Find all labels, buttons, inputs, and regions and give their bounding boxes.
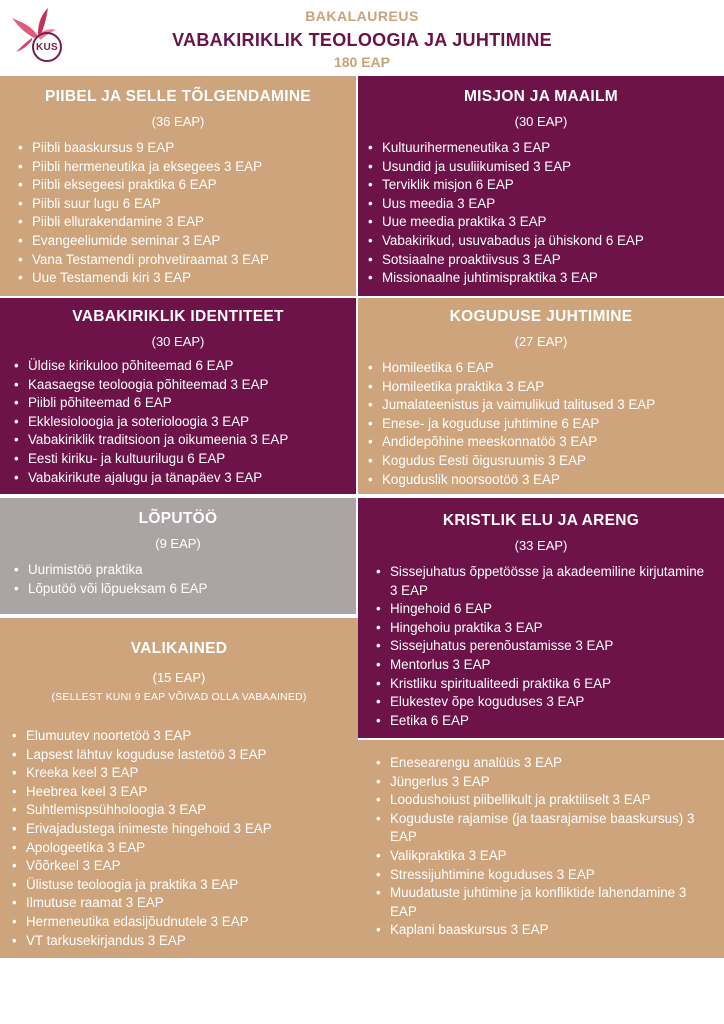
course-item: • Piibli suur lugu 6 EAP <box>18 195 356 214</box>
program-title: VABAKIRIKLIK TEOLOOGIA JA JUHTIMINE <box>172 30 552 50</box>
course-item: • Sissejuhatus õppetöösse ja akadeemiline kirjutamine 3 EAP <box>376 563 710 600</box>
course-item: • Kaasaegse teoloogia põhiteemad 3 EAP <box>14 376 356 395</box>
course-item: • Kaplani baaskursus 3 EAP <box>376 921 710 940</box>
course-item: • Stressijuhtimine koguduses 3 EAP <box>376 866 710 885</box>
course-list <box>376 754 710 940</box>
course-list <box>14 561 356 598</box>
degree-level: BAKALAUREUS <box>305 8 419 24</box>
block-title: VALIKAINED <box>130 640 228 657</box>
course-item: • Üldise kirikuloo põhiteemad 6 EAP <box>14 357 356 376</box>
course-item: • Kogudus Eesti õigusruumis 3 EAP <box>368 452 724 471</box>
course-list <box>368 139 724 288</box>
course-item: • Vana Testamendi prohvetiraamat 3 EAP <box>18 251 356 270</box>
course-item: • Vabakiriklik traditsioon ja oikumeenia 3 EAP <box>14 431 356 450</box>
course-item: • Usundid ja usuliikumised 3 EAP <box>368 158 724 177</box>
course-item: • Koguduslik noorsootöö 3 EAP <box>368 471 724 490</box>
block-credits: (27 EAP) <box>514 334 568 349</box>
block-valikained <box>0 618 358 958</box>
logo-text: KUS <box>32 32 62 62</box>
course-item: • Uus meedia 3 EAP <box>368 195 724 214</box>
course-item: • Ilmutuse raamat 3 EAP <box>12 894 358 913</box>
block-credits: (33 EAP) <box>514 538 568 553</box>
block-credits: (36 EAP) <box>151 114 205 129</box>
course-item: • Piibli hermeneutika ja eksegees 3 EAP <box>18 158 356 177</box>
course-item: • Andidepõhine meeskonnatöö 3 EAP <box>368 433 724 452</box>
course-item: • Jumalateenistus ja vaimulikud talitused 3 EAP <box>368 396 724 415</box>
block-title: MISJON JA MAAILM <box>463 88 619 105</box>
course-item: • Ekklesioloogia ja soterioloogia 3 EAP <box>14 413 356 432</box>
block-title: KOGUDUSE JUHTIMINE <box>449 308 633 325</box>
course-item: • Hingehoid 6 EAP <box>376 600 710 619</box>
course-item: • Piibli baaskursus 9 EAP <box>18 139 356 158</box>
course-item: • Piibli ellurakendamine 3 EAP <box>18 213 356 232</box>
course-item: • Vabakirikute ajalugu ja tänapäev 3 EAP <box>14 469 356 488</box>
course-item: • Piibli põhiteemad 6 EAP <box>14 394 356 413</box>
course-item: • Apologeetika 3 EAP <box>12 839 358 858</box>
course-item: • Homileetika praktika 3 EAP <box>368 378 724 397</box>
course-list <box>368 359 724 489</box>
block-note: (SELLEST KUNI 9 EAP VÕIVAD OLLA VABAAINED) <box>51 691 307 703</box>
course-item: • Uurimistöö praktika <box>14 561 356 580</box>
course-item: • Eetika 6 EAP <box>376 712 710 731</box>
block-title: LÕPUTÖÖ <box>138 510 218 527</box>
block-credits: (30 EAP) <box>151 334 205 349</box>
course-item: • Enesearengu analüüs 3 EAP <box>376 754 710 773</box>
course-list <box>376 563 710 730</box>
course-item: • Enese- ja koguduse juhtimine 6 EAP <box>368 415 724 434</box>
course-item: • Elumuutev noortetöö 3 EAP <box>12 727 358 746</box>
course-item: • Kreeka keel 3 EAP <box>12 764 358 783</box>
course-item: • Valikpraktika 3 EAP <box>376 847 710 866</box>
block-credits: (30 EAP) <box>514 114 568 129</box>
course-item: • Erivajadustega inimeste hingehoid 3 EAP <box>12 820 358 839</box>
course-item: • Kristliku spiritualiteedi praktika 6 EAP <box>376 675 710 694</box>
course-item: • Loodushoiust piibellikult ja praktiliselt 3 EAP <box>376 791 710 810</box>
block-piibel <box>0 76 356 296</box>
course-item: • Uue Testamendi kiri 3 EAP <box>18 269 356 288</box>
block-identiteet <box>0 298 356 494</box>
course-item: • Vabakirikud, usuvabadus ja ühiskond 6 EAP <box>368 232 724 251</box>
block-title: PIIBEL JA SELLE TÕLGENDAMINE <box>45 88 311 105</box>
course-item: • Hingehoiu praktika 3 EAP <box>376 619 710 638</box>
course-list <box>14 357 356 487</box>
course-item: • VT tarkusekirjandus 3 EAP <box>12 932 358 951</box>
block-kogudus <box>358 298 724 494</box>
block-misjon <box>358 76 724 296</box>
course-item: • Terviklik misjon 6 EAP <box>368 176 724 195</box>
course-item: • Lõputöö või lõpueksam 6 EAP <box>14 580 356 599</box>
course-list <box>18 139 356 288</box>
course-item: • Missionaalne juhtimispraktika 3 EAP <box>368 269 724 288</box>
block-title: VABAKIRIKLIK IDENTITEET <box>72 308 284 325</box>
header <box>0 0 724 74</box>
course-item: • Lapsest lähtuv koguduse lastetöö 3 EAP <box>12 746 358 765</box>
course-item: • Kultuurihermeneutika 3 EAP <box>368 139 724 158</box>
block-credits: (9 EAP) <box>155 536 201 551</box>
block-kristlik <box>358 498 724 738</box>
course-item: • Heebrea keel 3 EAP <box>12 783 358 802</box>
course-item: • Eesti kiriku- ja kultuurilugu 6 EAP <box>14 450 356 469</box>
course-item: • Elukestev õpe koguduses 3 EAP <box>376 693 710 712</box>
course-item: • Suhtlemispsühholoogia 3 EAP <box>12 801 358 820</box>
block-valikained-right <box>358 740 724 958</box>
course-item: • Sotsiaalne proaktiivsus 3 EAP <box>368 251 724 270</box>
block-title: KRISTLIK ELU JA ARENG <box>442 512 640 529</box>
program-credits: 180 EAP <box>333 54 391 70</box>
course-item: • Evangeeliumide seminar 3 EAP <box>18 232 356 251</box>
course-item: • Homileetika 6 EAP <box>368 359 724 378</box>
course-item: • Ülistuse teoloogia ja praktika 3 EAP <box>12 876 358 895</box>
course-list <box>12 727 358 950</box>
block-credits: (15 EAP) <box>152 670 206 685</box>
course-item: • Mentorlus 3 EAP <box>376 656 710 675</box>
course-item: • Võõrkeel 3 EAP <box>12 857 358 876</box>
course-item: • Hermeneutika edasijõudnutele 3 EAP <box>12 913 358 932</box>
course-item: • Uue meedia praktika 3 EAP <box>368 213 724 232</box>
course-item: • Jüngerlus 3 EAP <box>376 773 710 792</box>
course-item: • Piibli eksegeesi praktika 6 EAP <box>18 176 356 195</box>
course-item: • Muudatuste juhtimine ja konfliktide lahendamine 3 EAP <box>376 884 710 921</box>
course-item: • Sissejuhatus perenõustamisse 3 EAP <box>376 637 710 656</box>
block-loputoo <box>0 498 356 614</box>
course-item: • Koguduste rajamise (ja taasrajamise baaskursus) 3 EAP <box>376 810 710 847</box>
